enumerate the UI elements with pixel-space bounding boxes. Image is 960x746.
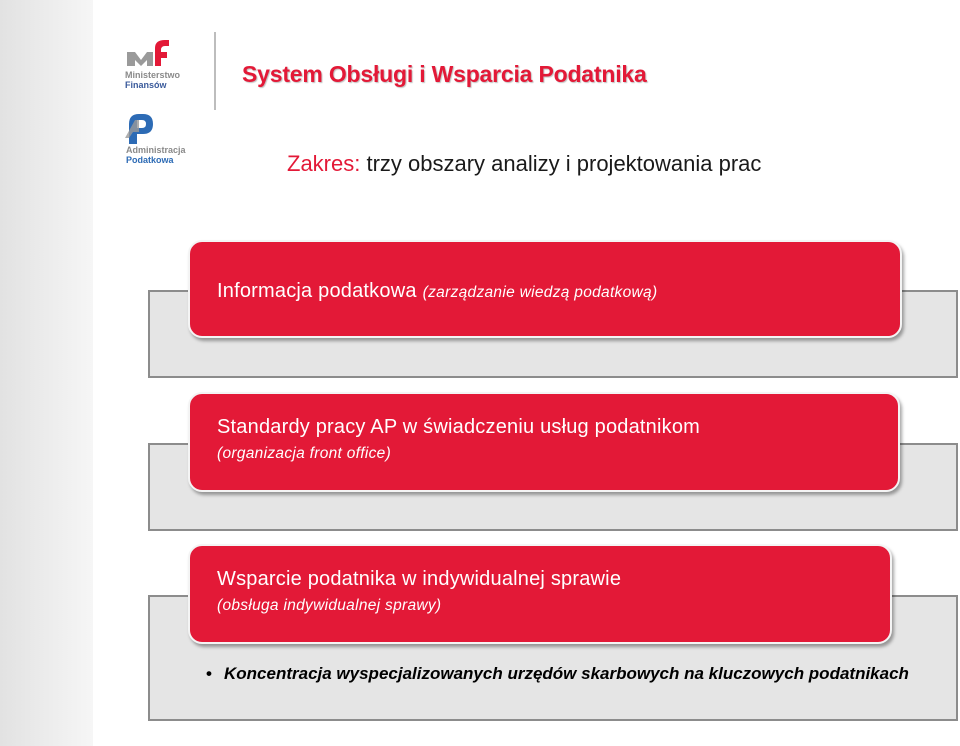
area-card-standards	[188, 392, 900, 492]
ministry-logo-text	[125, 70, 180, 90]
area-note: (obsługa indywidualnej sprawy)	[217, 597, 442, 614]
area-title: Informacja podatkowa	[217, 280, 417, 302]
ministry-logo-line2: Finansów	[125, 80, 167, 90]
scope-line	[287, 151, 761, 177]
area-title: Standardy pracy AP w świadczeniu usług podatnikom	[217, 416, 701, 438]
administration-logo-line1: Administracja	[126, 145, 186, 155]
sidebar-decoration	[0, 0, 93, 746]
area-note: (zarządzanie wiedzą podatkową)	[422, 284, 658, 301]
area-note: (organizacja front office)	[217, 445, 392, 462]
page-title: System Obsługi i Wsparcia Podatnika	[242, 61, 647, 87]
area-card-information	[188, 240, 902, 338]
scope-label: Zakres:	[287, 151, 361, 176]
scope-text: trzy obszary analizy i projektowania prac	[360, 151, 762, 176]
area-card-support	[188, 544, 892, 644]
header-divider	[214, 32, 216, 110]
administration-logo-text	[126, 145, 186, 165]
administration-logo-line2: Podatkowa	[126, 155, 174, 165]
ministry-logo-line1: Ministerstwo	[125, 70, 181, 80]
area-title: Wsparcie podatnika w indywidualnej sprawie	[217, 568, 622, 590]
bullet-point: • Koncentracja wyspecjalizowanych urzędów skarbowych na kluczowych podatnikach	[206, 663, 924, 684]
